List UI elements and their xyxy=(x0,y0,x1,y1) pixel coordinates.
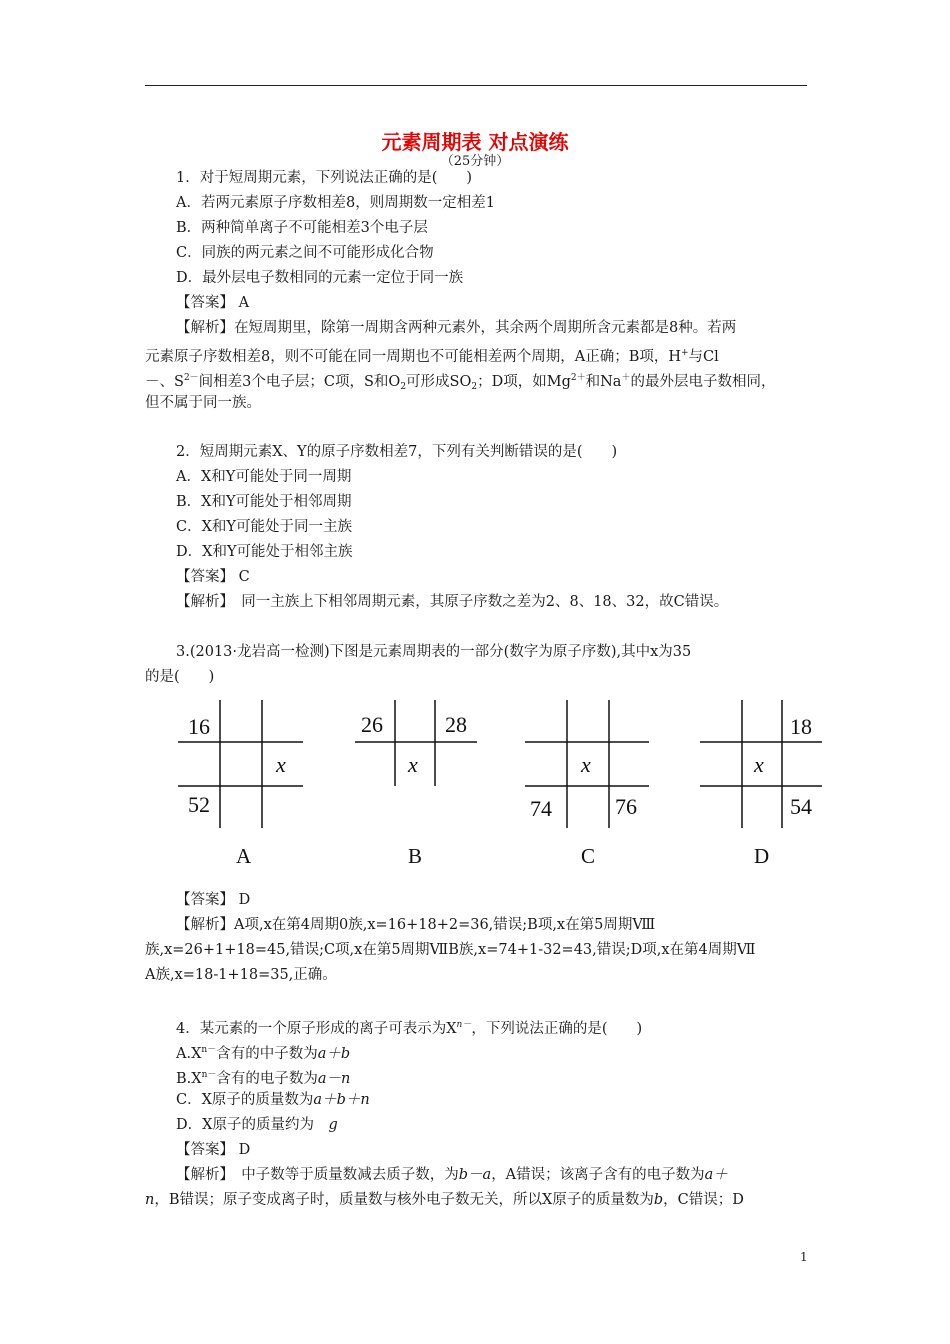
q4-option-c: C．X原子的质量数为a＋b＋n xyxy=(176,1092,370,1108)
page-subtitle: （25分钟） xyxy=(440,154,510,169)
q2-option-a: A．X和Y可能处于同一周期 xyxy=(176,469,352,485)
fig-d-x: x xyxy=(754,752,764,777)
q3-analysis-line2: 族,x=26+1+18=45,错误;C项,x在第5周期ⅦB族,x=74+1-32=43,错误;D项,x在第4周期Ⅶ xyxy=(145,942,756,958)
q1-option-b: B．两种简单离子不可能相差3个电子层 xyxy=(176,220,428,236)
q2-answer: 【答案】 C xyxy=(176,569,250,585)
q3-stem-line2: 的是( ) xyxy=(145,669,215,685)
q4-option-b: $B.X^{n-}$含有的电子数为a－n xyxy=(176,1070,351,1087)
fig-a-top-left: 16 xyxy=(188,714,210,739)
q3-figure-b xyxy=(355,700,485,874)
fig-a-bottom-left: 52 xyxy=(188,792,210,817)
q4-answer: 【答案】 D xyxy=(176,1142,251,1158)
fig-b-label: B xyxy=(408,844,423,868)
q1-option-c: C．同族的两元素之间不可能形成化合物 xyxy=(176,245,434,261)
fig-c-bottom-left: 74 xyxy=(530,796,552,821)
q1-analysis-line3: －、$S^{2-}$间相差3个电子层；C项，S和$O_2$可形成$SO_2$；D项，如$Mg^{2+}$和Na＋的最外层电子数相同， xyxy=(145,373,776,392)
fig-d-bottom-right: 54 xyxy=(790,794,812,819)
fig-b-x: x xyxy=(408,752,418,777)
q3-figure-c xyxy=(525,700,655,874)
fig-c-x: x xyxy=(581,752,591,777)
page-title: 元素周期表 对点演练 xyxy=(381,130,569,154)
q4-stem: 4．某元素的一个原子形成的离子可表示为$X^{n-}$，下列说法正确的是( ) xyxy=(176,1020,643,1037)
header-rule xyxy=(145,85,807,86)
page-number: 1 xyxy=(800,1250,808,1264)
q3-figure-a xyxy=(178,700,308,874)
q1-answer: 【答案】 A xyxy=(176,295,250,311)
q1-option-a: A．若两元素原子序数相差8，则周期数一定相差1 xyxy=(176,195,495,211)
fig-c-bottom-right: 76 xyxy=(615,794,637,819)
q3-analysis-line1: 【解析】A项,x在第4周期0族,x=16+18+2=36,错误;B项,x在第5周期Ⅷ xyxy=(176,917,656,933)
q1-stem: 1．对于短周期元素，下列说法正确的是( ) xyxy=(176,170,473,186)
q2-option-b: B．X和Y可能处于相邻周期 xyxy=(176,494,352,510)
q4-analysis-line2: n，B错误；原子变成离子时，质量数与核外电子数无关，所以X原子的质量数为b，C错误；D xyxy=(145,1192,744,1208)
q4-option-a: $A.X^{n-}$含有的中子数为a＋b xyxy=(176,1045,351,1062)
q3-stem-line1: 3.(2013·龙岩高一检测)下图是元素周期表的一部分(数字为原子序数),其中x为35 xyxy=(176,644,692,660)
q4-analysis-line1: 【解析】 中子数等于质量数减去质子数，为b－a，A错误；该离子含有的电子数为a＋ xyxy=(176,1167,728,1183)
q1-analysis-line1: 【解析】在短周期里，除第一周期含两种元素外，其余两个周期所含元素都是8种。若两 xyxy=(176,320,737,336)
q3-figure-d xyxy=(700,700,830,874)
q4-option-d: D．X原子的质量约为 g xyxy=(176,1117,338,1133)
q2-option-c: C．X和Y可能处于同一主族 xyxy=(176,519,352,535)
q2-analysis: 【解析】 同一主族上下相邻周期元素，其原子序数之差为2、8、18、32，故C错误。 xyxy=(176,594,729,610)
q3-answer: 【答案】 D xyxy=(176,892,251,908)
fig-d-top-right: 18 xyxy=(790,714,812,739)
q1-analysis-line2: 元素原子序数相差8，则不可能在同一周期也不可能相差两个周期，A正确；B项，H+与Cl xyxy=(145,348,719,365)
fig-d-label: D xyxy=(754,844,770,868)
q1-option-d: D．最外层电子数相同的元素一定位于同一族 xyxy=(176,270,464,286)
fig-b-top-right: 28 xyxy=(445,712,467,737)
fig-c-label: C xyxy=(581,844,596,868)
q2-stem: 2．短周期元素X、Y的原子序数相差7，下列有关判断错误的是( ) xyxy=(176,444,618,460)
q1-analysis-line4: 但不属于同一族。 xyxy=(145,395,261,411)
fig-a-label: A xyxy=(236,844,252,868)
fig-a-x: x xyxy=(276,752,286,777)
fig-b-top-left: 26 xyxy=(361,712,383,737)
q3-analysis-line3: A族,x=18-1+18=35,正确。 xyxy=(145,967,337,983)
q2-option-d: D．X和Y可能处于相邻主族 xyxy=(176,544,353,560)
